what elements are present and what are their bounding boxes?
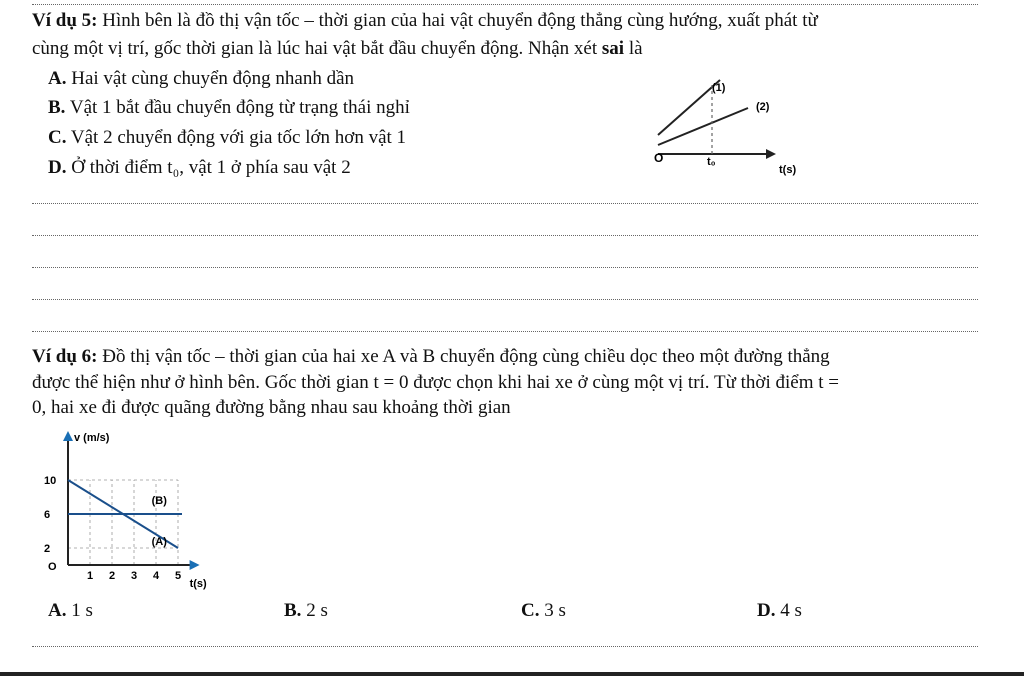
- x-tick-label: 1: [87, 570, 94, 582]
- ex5-label: Ví dụ 5:: [32, 10, 98, 31]
- series-b-label: (B): [151, 495, 167, 507]
- ex6-label: Ví dụ 6:: [32, 346, 98, 367]
- ex6-line1: [32, 346, 830, 368]
- top-dotted-rule: [32, 4, 978, 5]
- option-key: B.: [48, 97, 66, 118]
- answer-text: 4 s: [775, 600, 802, 621]
- y-tick-label: 2: [44, 543, 51, 555]
- option-key: C.: [48, 127, 67, 148]
- series-a-label: (A): [151, 536, 167, 549]
- dotted-answer-line: [32, 646, 978, 647]
- dotted-answer-line: [32, 235, 978, 236]
- ex6-x-arrow-icon: [190, 560, 200, 570]
- answer-text: 1 s: [66, 600, 93, 621]
- ex6-grid: [68, 480, 178, 565]
- ex6-ylabel: v (m/s): [74, 432, 110, 444]
- answer-key: C.: [521, 600, 540, 621]
- answer-text: 2 s: [301, 600, 328, 621]
- x-tick-label: 5: [175, 570, 182, 582]
- x-tick-label: 2: [109, 570, 116, 582]
- dotted-answer-line: [32, 203, 978, 204]
- ex6-text-1: Đồ thị vận tốc – thời gian của hai xe A và B chuyển động cùng chiều dọc theo một đường thẳng: [97, 346, 830, 367]
- ex5-option-b: [48, 97, 410, 119]
- option-text: Vật 1 bắt đầu chuyển động từ trạng thái nghỉ: [65, 97, 410, 118]
- ex6-text-3: 0, hai xe đi được quãng đường bằng nhau sau khoảng thời gian: [32, 397, 511, 418]
- ex6-text-2: được thể hiện như ở hình bên. Gốc thời gian t = 0 được chọn khi hai xe ở cùng một vị trí. Từ thời điểm t =: [32, 372, 839, 393]
- ex5-line2: [32, 38, 643, 60]
- ex5-line1: [32, 10, 818, 32]
- ex6-vt-chart: [30, 425, 230, 595]
- answer-key: A.: [48, 600, 67, 621]
- ex5-x-arrow-icon: [766, 149, 776, 159]
- ex6-answer-a: [48, 600, 93, 622]
- ex5-label-2: (2): [756, 101, 770, 113]
- ex5-origin: O: [654, 151, 664, 165]
- dotted-answer-line: [32, 331, 978, 332]
- ex5-text-2b: là: [624, 38, 643, 59]
- option-text: Vật 2 chuyển động với gia tốc lớn hơn vật 1: [66, 127, 407, 148]
- option-text: Hai vật cùng chuyển động nhanh dần: [66, 68, 355, 89]
- ex5-vt-graph: [640, 70, 820, 182]
- y-tick-label: 10: [44, 475, 57, 487]
- ex6-answer-d: [757, 600, 802, 622]
- dotted-answer-line: [32, 299, 978, 300]
- ex6-answer-b: [284, 600, 328, 622]
- x-tick-label: 3: [131, 570, 138, 582]
- answer-text: 3 s: [539, 600, 566, 621]
- option-key: A.: [48, 68, 67, 89]
- ex5-option-c: [48, 127, 406, 149]
- ex6-origin: O: [48, 561, 57, 573]
- ex5-option-a: [48, 68, 354, 90]
- answer-key: B.: [284, 600, 302, 621]
- y-tick-label: 6: [44, 509, 51, 521]
- ex6-line3: [32, 397, 511, 419]
- bottom-rule: [0, 672, 1024, 676]
- ex5-sai: sai: [601, 38, 625, 59]
- ex6-line2: [32, 372, 839, 394]
- ex5-text-2a: cùng một vị trí, gốc thời gian là lúc hai vật bắt đầu chuyển động. Nhận xét: [32, 38, 602, 59]
- ex5-text-1: Hình bên là đồ thị vận tốc – thời gian của hai vật chuyển động thẳng cùng hướng, xuất phát từ: [97, 10, 818, 31]
- ex6-answer-c: [521, 600, 566, 622]
- ex5-line-1: [658, 80, 720, 135]
- ex5-t0: t₀: [707, 156, 716, 168]
- ex6-xlabel: t(s): [189, 578, 207, 590]
- ex6-y-arrow-icon: [63, 431, 73, 441]
- option-key: D.: [48, 157, 67, 178]
- ex5-option-d: [48, 157, 351, 179]
- ex5-xlabel: t(s): [779, 164, 797, 176]
- answer-key: D.: [757, 600, 776, 621]
- ex5-label-1: (1): [712, 82, 726, 94]
- x-tick-label: 4: [153, 570, 160, 582]
- dotted-answer-line: [32, 267, 978, 268]
- option-text: Ở thời điểm t₀, vật 1 ở phía sau vật 2: [66, 157, 351, 178]
- ex5-line-2: [658, 108, 748, 145]
